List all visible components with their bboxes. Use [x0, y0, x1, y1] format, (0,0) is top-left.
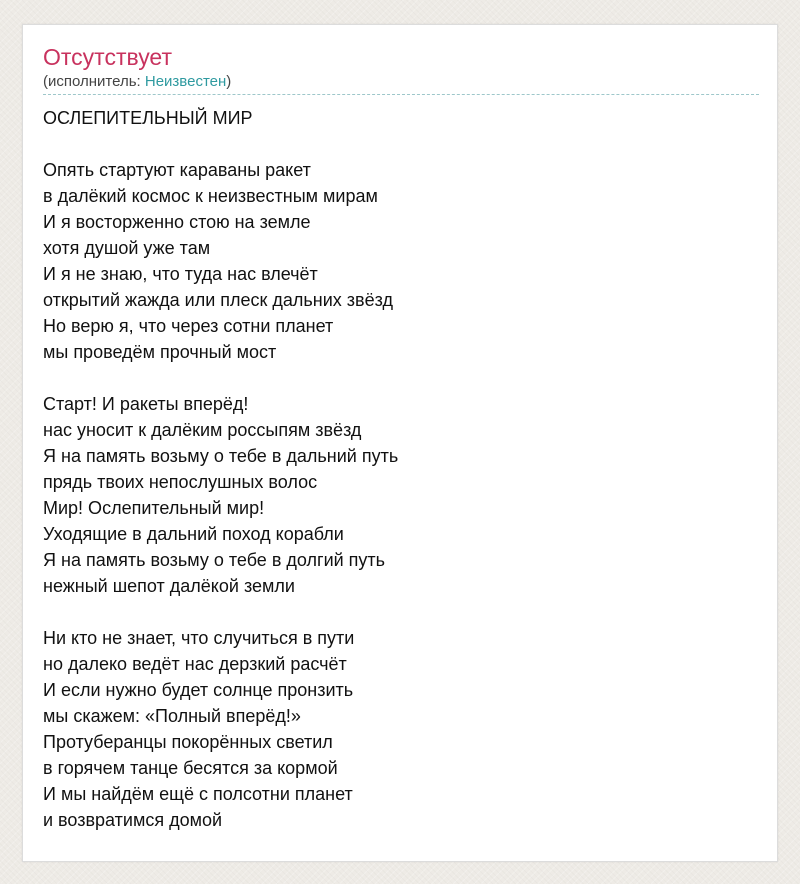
lyric-line: Я на память возьму о тебе в дальний путь: [43, 446, 399, 466]
lyric-line: нежный шепот далёкой земли: [43, 576, 295, 596]
lyric-line: И я восторженно стою на земле: [43, 212, 311, 232]
lyric-line: открытий жажда или плеск дальних звёзд: [43, 290, 393, 310]
artist-link[interactable]: Неизвестен: [144, 73, 227, 90]
lyric-line: хотя душой уже там: [43, 238, 211, 258]
lyric-line: в горячем танце бесятся за кормой: [43, 758, 338, 778]
dashed-divider: [43, 94, 759, 95]
lyric-line: Но верю я, что через сотни планет: [43, 316, 334, 336]
stanza-3: [43, 625, 753, 833]
artist-line: [43, 73, 231, 91]
lyric-line: прядь твоих непослушных волос: [43, 472, 318, 492]
lyric-line: Мир! Ослепительный мир!: [43, 498, 265, 518]
lyric-line: Протуберанцы покорённых светил: [43, 732, 333, 752]
artist-suffix: ): [226, 73, 232, 90]
lyric-line: И если нужно будет солнце пронзить: [43, 680, 354, 700]
lyric-line: Старт! И ракеты вперёд!: [43, 394, 249, 414]
lyric-line: в далёкий космос к неизвестным мирам: [43, 186, 378, 206]
lyric-line: Ни кто не знает, что случиться в пути: [43, 628, 355, 648]
lyric-line: мы проведём прочный мост: [43, 342, 277, 362]
lyric-line: И мы найдём ещё с полсотни планет: [43, 784, 353, 804]
lyrics-heading: ОСЛЕПИТЕЛЬНЫЙ МИР: [43, 108, 253, 128]
lyric-line: Уходящие в дальний поход корабли: [43, 524, 344, 544]
lyrics-card: [22, 24, 778, 862]
lyric-line: И я не знаю, что туда нас влечёт: [43, 264, 318, 284]
lyric-line: нас уносит к далёким россыпям звёзд: [43, 420, 362, 440]
song-title: Отсутствует: [43, 44, 172, 70]
lyrics-text: [43, 105, 753, 833]
artist-prefix: (исполнитель:: [43, 73, 145, 90]
lyric-line: Опять стартуют караваны ракет: [43, 160, 311, 180]
lyric-line: мы скажем: «Полный вперёд!»: [43, 706, 301, 726]
stanza-2: [43, 391, 753, 599]
lyric-line: Я на память возьму о тебе в долгий путь: [43, 550, 386, 570]
lyric-line: и возвратимся домой: [43, 810, 223, 830]
stanza-1: [43, 157, 753, 365]
lyric-line: но далеко ведёт нас дерзкий расчёт: [43, 654, 347, 674]
